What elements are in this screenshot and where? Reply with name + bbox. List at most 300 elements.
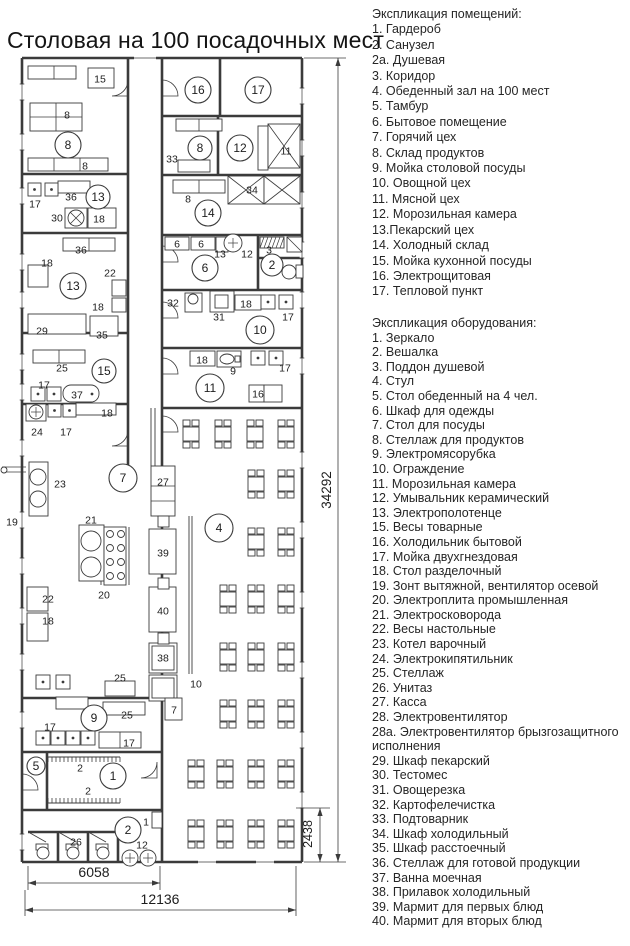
furniture-rect <box>152 812 162 828</box>
dining-table <box>248 760 264 788</box>
equipment-number: 35 <box>96 329 108 342</box>
legend-room-item: 6. Бытовое помещение <box>372 114 507 129</box>
dining-table <box>220 700 236 728</box>
equipment-number: 12 <box>136 839 148 852</box>
equipment-number: 37 <box>71 389 83 402</box>
chair <box>278 842 285 848</box>
table <box>247 427 263 441</box>
chair <box>257 665 264 671</box>
furniture-circle <box>81 531 101 551</box>
legend-equipment-item: 1. Зеркало <box>372 330 435 345</box>
table <box>215 427 231 441</box>
sink-dot <box>267 301 270 304</box>
chair <box>278 420 285 426</box>
dining-table <box>248 470 264 498</box>
furniture-rect <box>258 126 268 170</box>
sink-dot <box>91 393 94 396</box>
room-number: 7 <box>119 471 127 485</box>
legend-rooms-list <box>372 22 628 299</box>
table <box>220 650 236 664</box>
dining-table <box>248 700 264 728</box>
equipment-number: 36 <box>75 244 87 257</box>
chair <box>278 470 285 476</box>
legend-equipment-list <box>372 331 628 929</box>
furniture-rect <box>56 697 88 709</box>
furniture-rect <box>112 298 126 312</box>
chair <box>257 820 264 826</box>
table <box>217 767 233 781</box>
legend-equipment-item: 2. Вешалка <box>372 345 439 360</box>
legend-equipment-item: 5. Стол обеденный на 4 чел. <box>372 388 538 403</box>
dimension-total-width: 12136 <box>140 891 180 907</box>
equipment-number: 6 <box>174 238 180 251</box>
chair <box>248 782 255 788</box>
chair <box>247 442 254 448</box>
legend-room-item: 13.Пекарский цех <box>372 222 475 237</box>
equipment-number: 6 <box>198 238 204 251</box>
table <box>248 707 264 721</box>
dimension-arrow <box>317 854 322 862</box>
legend-room-item: 2. Санузел <box>372 37 435 52</box>
page-title: Столовая на 100 посадочных мест <box>7 27 385 53</box>
equipment-number: 17 <box>44 721 56 734</box>
equipment-number: 25 <box>121 709 133 722</box>
sink-dot <box>72 737 75 740</box>
room-number: 1 <box>109 769 117 783</box>
equipment-number: 17 <box>123 737 135 750</box>
chair <box>287 420 294 426</box>
chair <box>217 820 224 826</box>
legend-room-item: 5. Тамбур <box>372 99 429 114</box>
dining-table <box>278 643 294 671</box>
equipment-number: 29 <box>36 325 48 338</box>
room-number: 2 <box>124 823 132 837</box>
legend-equipment-item: 36. Стеллаж для готовой продукции <box>372 855 581 870</box>
legend-equipment-item: 6. Шкаф для одежды <box>372 403 495 418</box>
chair <box>224 442 231 448</box>
chair <box>197 782 204 788</box>
door-arc <box>162 80 178 96</box>
chair <box>287 492 294 498</box>
legend-equipment-item: 26. Унитаз <box>372 680 433 695</box>
equipment-number: 8 <box>64 109 70 122</box>
room-number: 10 <box>253 323 267 337</box>
chair <box>226 760 233 766</box>
legend-room-item: 4. Обеденный зал на 100 мест <box>372 84 550 99</box>
chair <box>220 700 227 706</box>
legend-room-item: 3. Коридор <box>372 68 436 83</box>
room-number: 16 <box>191 83 205 97</box>
furniture-rect <box>178 160 210 172</box>
legend-equipment-item: 23. Котел варочный <box>372 637 487 652</box>
equipment-number: 20 <box>98 589 110 602</box>
table <box>217 827 233 841</box>
legend-equipment-item: 18. Стол разделочный <box>372 564 502 579</box>
chair <box>229 665 236 671</box>
dining-table <box>248 820 264 848</box>
sink-dot <box>87 737 90 740</box>
legend-equipment-item: 39. Мармит для первых блюд <box>372 899 544 914</box>
chair <box>248 760 255 766</box>
chair <box>226 820 233 826</box>
dimension-arrow <box>317 808 322 816</box>
table <box>278 707 294 721</box>
legend-room-item: 16. Электрощитовая <box>372 268 491 283</box>
dining-table <box>278 820 294 848</box>
equipment-number: 27 <box>157 476 169 489</box>
equipment-number: 25 <box>56 362 68 375</box>
legend-room-item: 1. Гардероб <box>372 22 441 37</box>
legend-room-item: 14. Холодный склад <box>372 238 489 253</box>
equipment-number: 18 <box>92 301 104 314</box>
dimension-total-height: 34292 <box>319 471 334 509</box>
equipment-number: 18 <box>101 407 113 420</box>
chair <box>257 760 264 766</box>
chair <box>248 585 255 591</box>
chair <box>287 607 294 613</box>
room-number: 8 <box>196 141 204 155</box>
chair <box>248 722 255 728</box>
table <box>278 477 294 491</box>
equipment-number: 36 <box>65 191 77 204</box>
equipment-number: 2 <box>85 785 91 798</box>
legend-equipment-item: 25. Стеллаж <box>372 666 444 681</box>
chair <box>220 643 227 649</box>
chair <box>278 643 285 649</box>
sink-dot <box>68 409 71 412</box>
equipment-number: 17 <box>60 426 72 439</box>
equipment-number: 8 <box>185 193 191 206</box>
dimension-arrow <box>288 907 296 912</box>
equipment-number: 26 <box>70 836 82 849</box>
equipment-number: 10 <box>190 678 202 691</box>
table <box>188 767 204 781</box>
chair <box>257 700 264 706</box>
dining-table <box>183 420 199 448</box>
table <box>248 592 264 606</box>
furniture-rect <box>264 385 282 402</box>
legend-room-item: 7. Горячий цех <box>372 130 457 145</box>
door-arc <box>141 762 157 778</box>
equipment-number: 40 <box>157 605 169 618</box>
chair <box>215 420 222 426</box>
legend-equipment-item: 30. Тестомес <box>372 768 448 783</box>
equipment-number: 19 <box>6 516 18 529</box>
legend-rooms <box>372 7 628 300</box>
chair <box>257 842 264 848</box>
table <box>248 477 264 491</box>
chair <box>229 607 236 613</box>
furniture-circle <box>81 557 101 577</box>
legend-room-item: 11. Мясной цех <box>372 191 460 206</box>
chair <box>220 722 227 728</box>
equipment-number: 24 <box>31 426 43 439</box>
sink-dot <box>257 357 260 360</box>
equipment-number: 32 <box>167 297 179 310</box>
sink-dot <box>62 681 65 684</box>
table <box>278 650 294 664</box>
chair <box>256 420 263 426</box>
legend-equipment-item: 19. Зонт вытяжной, вентилятор осевой <box>372 578 599 593</box>
chair <box>220 607 227 613</box>
furniture-rect <box>112 280 126 296</box>
dining-table <box>278 420 294 448</box>
equipment-number: 31 <box>213 311 225 324</box>
sink-dot <box>50 188 53 191</box>
door-arc <box>162 416 178 432</box>
chair <box>257 782 264 788</box>
table <box>248 767 264 781</box>
furniture-circle <box>37 847 49 859</box>
chair <box>188 820 195 826</box>
furniture-circle <box>118 531 125 538</box>
legend-equipment-item: 16. Холодильник бытовой <box>372 534 522 549</box>
furniture-rect <box>235 356 240 362</box>
chair <box>220 665 227 671</box>
equipment-number: 21 <box>85 514 97 527</box>
room-number: 5 <box>32 759 40 773</box>
equipment-number: 8 <box>82 160 88 173</box>
equipment-number: 16 <box>252 388 264 401</box>
chair <box>257 470 264 476</box>
chair <box>248 492 255 498</box>
dining-table <box>278 700 294 728</box>
room-number: 17 <box>251 83 265 97</box>
dining-table <box>217 760 233 788</box>
chair <box>248 643 255 649</box>
chair <box>197 842 204 848</box>
dining-table <box>248 643 264 671</box>
furniture-circle <box>118 559 125 566</box>
sink-dot <box>53 409 56 412</box>
sink-dot <box>33 188 36 191</box>
chair <box>248 700 255 706</box>
room-number: 14 <box>201 206 215 220</box>
dining-table <box>220 643 236 671</box>
legend-equipment-item: 34. Шкаф холодильный <box>372 826 509 841</box>
dimension-arrow <box>335 58 340 66</box>
dimension-arrow <box>25 907 33 912</box>
chair <box>257 643 264 649</box>
legend-equipment-item: 27. Касса <box>372 695 427 710</box>
furniture-rect <box>296 265 303 278</box>
legend-equipment-item: 7. Стол для посуды <box>372 418 485 433</box>
legend-room-item: 8. Склад продуктов <box>372 145 485 160</box>
equipment-number: 2 <box>77 762 83 775</box>
legend-equipment-header: Экспликация оборудования: <box>372 316 537 330</box>
legend-equipment-item: 33. Подтоварник <box>372 812 469 827</box>
dining-table <box>278 760 294 788</box>
equipment-number: 3 <box>266 244 272 257</box>
table <box>278 427 294 441</box>
room-number: 4 <box>215 521 223 535</box>
chair <box>248 470 255 476</box>
chair <box>248 607 255 613</box>
legend-room-item: 2а. Душевая <box>372 53 446 68</box>
chair <box>257 607 264 613</box>
chair <box>192 420 199 426</box>
wall-line <box>90 833 106 842</box>
sink-dot <box>57 737 60 740</box>
chair <box>188 842 195 848</box>
furniture-circle <box>118 545 125 552</box>
chair <box>226 782 233 788</box>
dining-table <box>188 760 204 788</box>
equipment-number: 18 <box>42 615 54 628</box>
chair <box>247 420 254 426</box>
chair <box>278 442 285 448</box>
sink-dot <box>275 357 278 360</box>
chair <box>278 760 285 766</box>
equipment-number: 11 <box>280 145 292 158</box>
equipment-number: 1 <box>143 816 149 829</box>
chair <box>278 820 285 826</box>
room-number: 15 <box>97 364 111 378</box>
dining-table <box>188 820 204 848</box>
grinder-symbol <box>220 354 234 364</box>
legend-room-item: 15. Мойка кухонной посуды <box>372 253 532 268</box>
chair <box>229 700 236 706</box>
furniture-circle <box>97 847 109 859</box>
chair <box>287 585 294 591</box>
furniture-rect <box>158 578 169 589</box>
equipment-number: 13 <box>214 248 226 261</box>
legend-equipment-item: 28а. Электровентилятор брызгозащитного исполнения <box>372 724 619 754</box>
dining-table <box>247 420 263 448</box>
table <box>278 592 294 606</box>
sink-dot <box>37 393 40 396</box>
chair <box>287 700 294 706</box>
chair <box>248 550 255 556</box>
furniture-rect <box>158 516 169 527</box>
table <box>278 767 294 781</box>
furniture-circle <box>107 531 114 538</box>
chair <box>215 442 222 448</box>
equipment-number: 18 <box>196 354 208 367</box>
table <box>278 827 294 841</box>
chair <box>248 820 255 826</box>
furniture-circle <box>282 265 296 279</box>
legend-equipment-item: 3. Поддон душевой <box>372 359 485 374</box>
chair <box>278 528 285 534</box>
equipment-number: 18 <box>93 213 105 226</box>
chair <box>287 820 294 826</box>
furniture-circle <box>107 573 114 580</box>
chair <box>197 760 204 766</box>
sink-dot <box>285 301 288 304</box>
table <box>248 535 264 549</box>
chair <box>257 585 264 591</box>
equipment-number: 17 <box>38 379 50 392</box>
furniture-rect <box>151 466 175 516</box>
legend-equipment-item: 11. Морозильная камера <box>372 476 516 491</box>
chair <box>287 760 294 766</box>
chair <box>229 585 236 591</box>
dining-table <box>248 528 264 556</box>
equipment-number: 33 <box>166 153 178 166</box>
legend-equipment-item: 28. Электровентилятор <box>372 710 508 725</box>
furniture-circle <box>1 467 7 473</box>
legend-room-item: 9. Мойка столовой посуды <box>372 161 526 176</box>
equipment-number: 18 <box>240 298 252 311</box>
equipment-number: 7 <box>171 704 177 717</box>
dining-table <box>278 528 294 556</box>
dining-table <box>278 470 294 498</box>
furniture-rect <box>215 295 228 308</box>
chair <box>224 420 231 426</box>
equipment-number: 23 <box>54 478 66 491</box>
chair <box>220 585 227 591</box>
room-number: 2 <box>268 258 276 272</box>
table <box>220 707 236 721</box>
equipment-number: 22 <box>42 593 54 606</box>
table <box>183 427 199 441</box>
dimension-arrow <box>152 880 160 885</box>
room-number: 12 <box>233 141 247 155</box>
legend-equipment-item: 32. Картофелечистка <box>372 797 496 812</box>
chair <box>278 700 285 706</box>
legend-equipment-item: 35. Шкаф расстоечный <box>372 841 506 856</box>
chair <box>248 842 255 848</box>
furniture-rect <box>152 678 174 698</box>
chair <box>257 528 264 534</box>
legend-room-item: 17. Тепловой пункт <box>372 284 484 299</box>
furniture-rect <box>28 158 108 171</box>
chair <box>287 550 294 556</box>
equipment-number: 18 <box>41 257 53 270</box>
furniture-circle <box>118 573 125 580</box>
furniture-circle <box>107 559 114 566</box>
chair <box>278 607 285 613</box>
chair <box>287 665 294 671</box>
equipment-number: 17 <box>279 362 291 375</box>
legend-equipment-item: 8. Стеллаж для продуктов <box>372 432 524 447</box>
legend-equipment-item: 37. Ванна моечная <box>372 870 482 885</box>
sink-dot <box>53 393 56 396</box>
legend-equipment-item: 21. Электросковорода <box>372 607 502 622</box>
chair <box>256 442 263 448</box>
room-number: 13 <box>66 279 80 293</box>
chair <box>278 665 285 671</box>
room-number: 8 <box>64 138 72 152</box>
chair <box>183 442 190 448</box>
chair <box>287 470 294 476</box>
chair <box>278 492 285 498</box>
table <box>248 650 264 664</box>
chair <box>226 842 233 848</box>
dimension-left-width: 6058 <box>78 864 110 880</box>
chair <box>217 842 224 848</box>
dimension-bottom-height: 2438 <box>301 820 315 848</box>
chair <box>188 760 195 766</box>
equipment-number: 34 <box>246 184 258 197</box>
chair <box>287 643 294 649</box>
legend-room-item: 10. Овощной цех <box>372 176 471 191</box>
equipment-number: 25 <box>114 672 126 685</box>
furniture-circle <box>30 469 46 485</box>
furniture-rect <box>28 66 76 79</box>
chair <box>257 722 264 728</box>
equipment-number: 38 <box>157 652 169 665</box>
chair <box>257 550 264 556</box>
door-arc <box>162 358 178 374</box>
chair <box>287 842 294 848</box>
equipment-number: 22 <box>104 267 116 280</box>
table <box>220 592 236 606</box>
dimension-arrow <box>28 880 36 885</box>
legend-room-item: 12. Морозильная камера <box>372 207 517 222</box>
equipment-number: 12 <box>241 248 253 261</box>
